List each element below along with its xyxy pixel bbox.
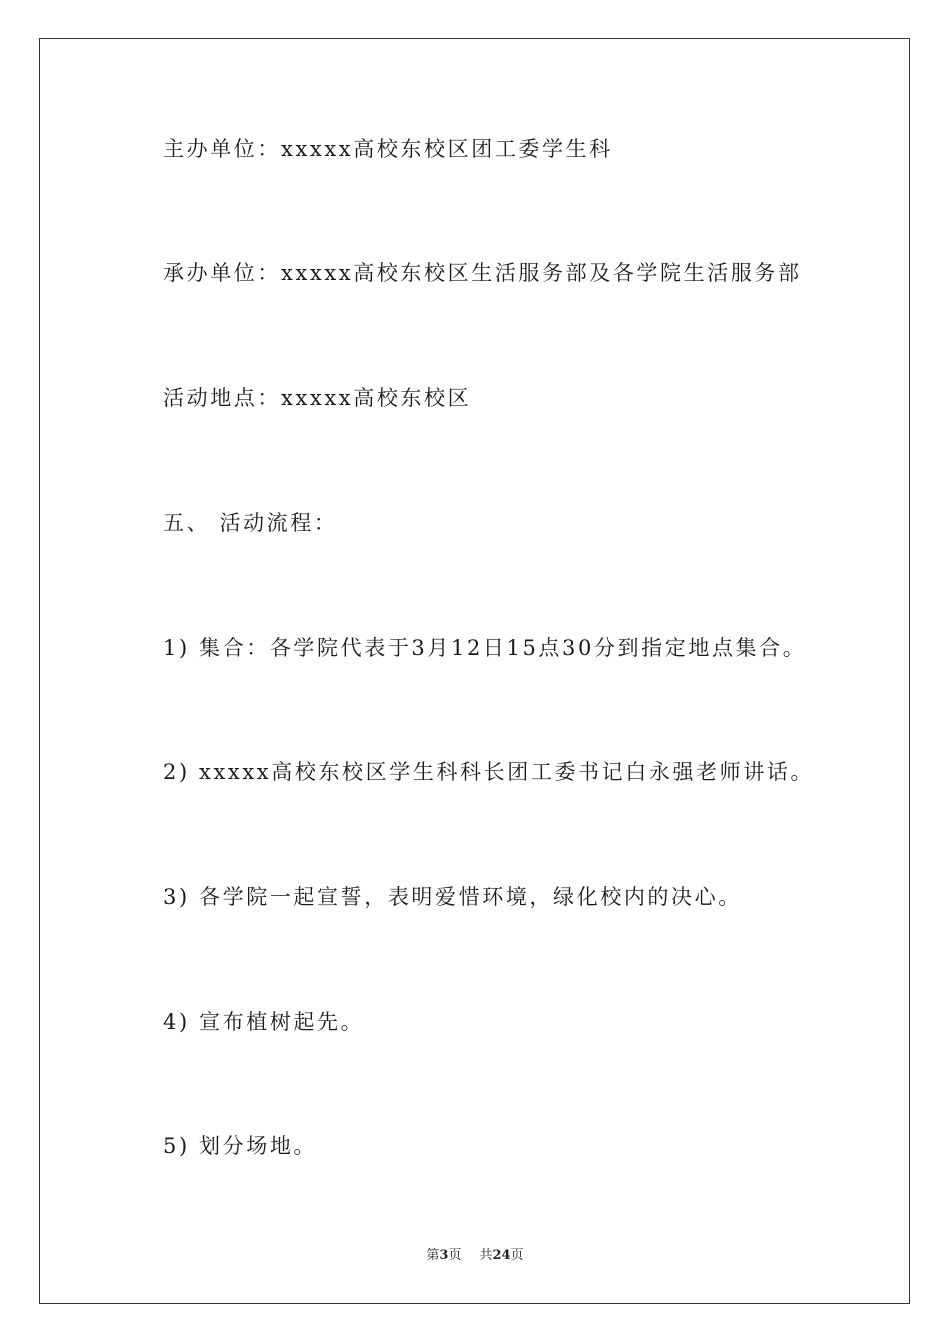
footer-total-pages: 24 [492, 1248, 511, 1263]
process-step-2: 2) xxxxx高校东校区学生科科长团工委书记白永强老师讲话。 [163, 760, 815, 784]
location-line: 活动地点：xxxxx高校东校区 [163, 386, 472, 410]
page-border [39, 38, 910, 1304]
organizer-line: 主办单位：xxxxx高校东校区团工委学生科 [163, 137, 613, 161]
co-organizer-line: 承办单位：xxxxx高校东校区生活服务部及各学院生活服务部 [163, 261, 802, 285]
footer-page-prefix: 第 [426, 1248, 440, 1263]
footer-total-suffix: 页 [510, 1248, 524, 1263]
footer-page-suffix: 页 [448, 1248, 462, 1263]
section-heading: 五、 活动流程： [163, 511, 338, 535]
process-step-4: 4) 宣布植树起先。 [163, 1010, 365, 1034]
footer-total-prefix: 共 [479, 1248, 493, 1263]
process-step-1: 1) 集合：各学院代表于3月12日15点30分到指定地点集合。 [163, 636, 807, 660]
page-footer [0, 1247, 950, 1265]
process-step-3: 3) 各学院一起宣誓，表明爱惜环境，绿化校内的决心。 [163, 885, 742, 909]
footer-page-number: 3 [439, 1248, 449, 1263]
process-step-5: 5) 划分场地。 [163, 1134, 318, 1158]
